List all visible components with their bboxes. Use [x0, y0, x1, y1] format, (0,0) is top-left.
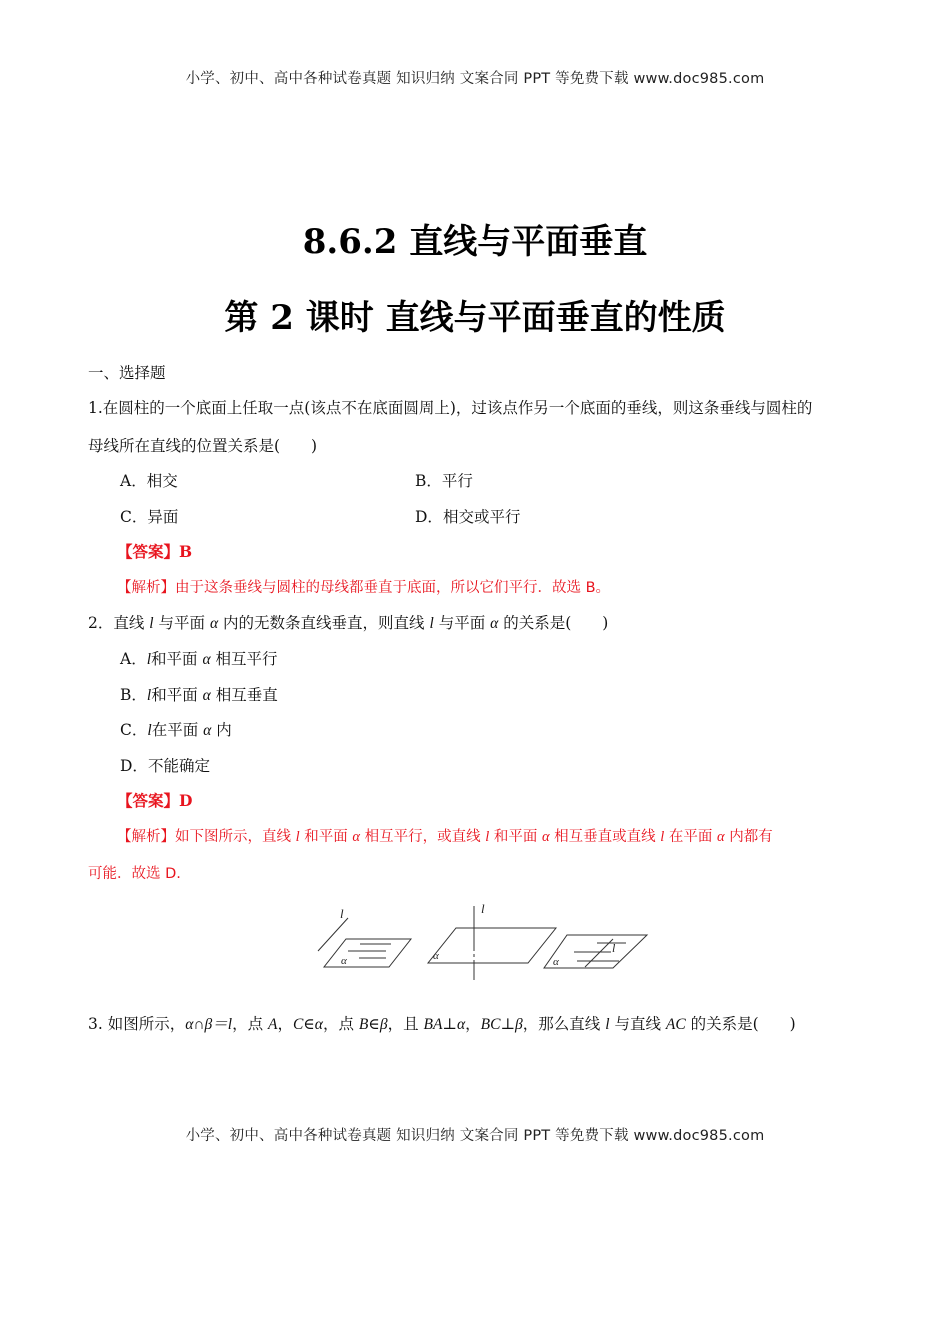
stem-text: ，: [465, 1015, 481, 1033]
option-label: A．: [120, 472, 147, 490]
math-expr: AC: [665, 1016, 686, 1033]
figure-panel-in-plane: [544, 935, 647, 968]
question-2-option-a: [120, 647, 278, 669]
option-text: 内: [211, 721, 232, 739]
stem-text: ，点: [232, 1015, 269, 1033]
option-text: 和平面: [151, 650, 203, 668]
option-label: C．: [120, 721, 148, 739]
figure-label-alpha: α: [341, 955, 347, 967]
header-banner: 小学、初中、高中各种试卷真题 知识归纳 文案合同 PPT 等免费下载 www.doc985.com: [185, 71, 765, 87]
analysis-text: 和平面: [299, 829, 353, 845]
var-alpha: α: [717, 829, 725, 845]
math-expr: BC⊥β: [480, 1016, 523, 1033]
var-alpha: α: [203, 722, 212, 739]
stem-text: 3. 如图所示，: [88, 1015, 186, 1033]
page-subtitle: 第 2 课时 直线与平面垂直的性质: [224, 298, 726, 338]
option-text: 相互平行: [210, 650, 278, 668]
option-text: 在平面: [151, 721, 204, 739]
var-l: l: [149, 615, 154, 632]
stem-text: ，那么直线: [522, 1015, 606, 1033]
question-2-option-b: [120, 683, 278, 705]
question-1-analysis: [117, 576, 610, 597]
answer-value: B: [179, 542, 193, 561]
analysis-text: 相互垂直或直线: [549, 829, 661, 845]
analysis-text: 相互平行，或直线: [359, 829, 486, 845]
var-l: l: [429, 615, 434, 632]
var-l: l: [146, 651, 152, 668]
math-expr: BA⊥α: [423, 1016, 466, 1033]
var-alpha: α: [490, 615, 499, 632]
option-label: D．: [415, 508, 443, 526]
stem-text: 的关系是( ): [498, 614, 609, 632]
answer-label: 【答案】: [117, 542, 180, 561]
option-label: C．: [120, 508, 148, 526]
figure-label-alpha: α: [433, 950, 439, 962]
stem-text: 内的无数条直线垂直，则直线: [218, 614, 430, 632]
var-l: l: [146, 687, 152, 704]
math-expr: l: [605, 1016, 610, 1033]
question-2-option-c: [120, 718, 232, 740]
option-text: 相交: [146, 472, 178, 490]
question-2-analysis-line2: 可能．故选 D.: [88, 866, 181, 882]
var-l: l: [485, 829, 490, 845]
analysis-label: 【解析】: [117, 829, 175, 845]
answer-label: 【答案】: [117, 791, 180, 810]
page-title: 8.6.2 直线与平面垂直: [302, 222, 648, 262]
option-label: D．: [120, 757, 148, 775]
question-1-stem-line1: 1.在圆柱的一个底面上任取一点(该点不在底面圆周上)，过该点作另一个底面的垂线，则这条垂线与圆柱的: [88, 399, 813, 417]
plane-line-figure: [315, 898, 650, 980]
figure-label-alpha: α: [553, 956, 559, 968]
var-alpha: α: [541, 829, 550, 845]
math-expr: B∈β: [358, 1016, 388, 1033]
analysis-label: 【解析】: [117, 580, 175, 596]
stem-text: ，: [277, 1015, 293, 1033]
footer-banner: 小学、初中、高中各种试卷真题 知识归纳 文案合同 PPT 等免费下载 www.doc985.com: [185, 1128, 765, 1144]
option-text: 相互垂直: [210, 686, 278, 704]
analysis-text: 如下图所示，直线: [175, 829, 296, 845]
var-l: l: [147, 722, 152, 739]
option-text: 异面: [147, 508, 179, 526]
figure-label-l: l: [612, 941, 616, 955]
question-1-option-c: [120, 505, 178, 527]
section-heading: 一、选择题: [88, 364, 166, 382]
analysis-text: 由于这条垂线与圆柱的母线都垂直于底面，所以它们平行．故选 B。: [175, 580, 611, 596]
question-2-stem: [88, 611, 608, 633]
var-alpha: α: [209, 615, 219, 632]
stem-text: 与平面: [153, 614, 210, 632]
math-expr: α∩β＝l: [185, 1016, 233, 1033]
option-label: B．: [120, 686, 147, 704]
var-alpha: α: [352, 829, 360, 845]
stem-text: 与直线: [609, 1015, 666, 1033]
stem-text: 与平面: [433, 614, 491, 632]
option-text: 和平面: [151, 686, 203, 704]
figure-panel-perpendicular: [428, 906, 556, 980]
question-1-answer: [117, 540, 192, 562]
option-label: B．: [415, 472, 442, 490]
answer-value: D: [179, 791, 193, 810]
analysis-text: 在平面: [664, 829, 718, 845]
stem-text: ，点: [322, 1015, 359, 1033]
analysis-text: 内都有: [724, 829, 773, 845]
question-1-stem-line2: 母线所在直线的位置关系是( ): [88, 437, 318, 455]
figure-panel-parallel: [318, 918, 411, 967]
analysis-text: 和平面: [489, 829, 542, 845]
question-1-option-a: [120, 469, 178, 491]
var-l: l: [295, 829, 300, 845]
option-text: 相交或平行: [442, 508, 521, 526]
question-2-answer: [117, 789, 192, 811]
figure-label-l: l: [340, 906, 344, 921]
var-l: l: [660, 829, 665, 845]
question-2-analysis-line1: [117, 825, 773, 846]
var-alpha: α: [202, 687, 211, 704]
math-expr: C∈α: [293, 1016, 323, 1033]
question-1-option-d: [415, 505, 520, 527]
option-text: 不能确定: [147, 757, 210, 775]
math-expr: A: [268, 1016, 278, 1033]
stem-text: 的关系是( ): [685, 1015, 796, 1033]
stem-text: ，且: [387, 1015, 424, 1033]
option-text: 平行: [441, 472, 473, 490]
question-1-option-b: [415, 469, 473, 491]
question-2-option-d: [120, 754, 210, 776]
var-alpha: α: [202, 651, 211, 668]
figure-label-l: l: [481, 901, 485, 916]
option-label: A．: [120, 650, 147, 668]
stem-text: 2．直线: [88, 614, 150, 632]
question-3-stem: [88, 1012, 796, 1034]
